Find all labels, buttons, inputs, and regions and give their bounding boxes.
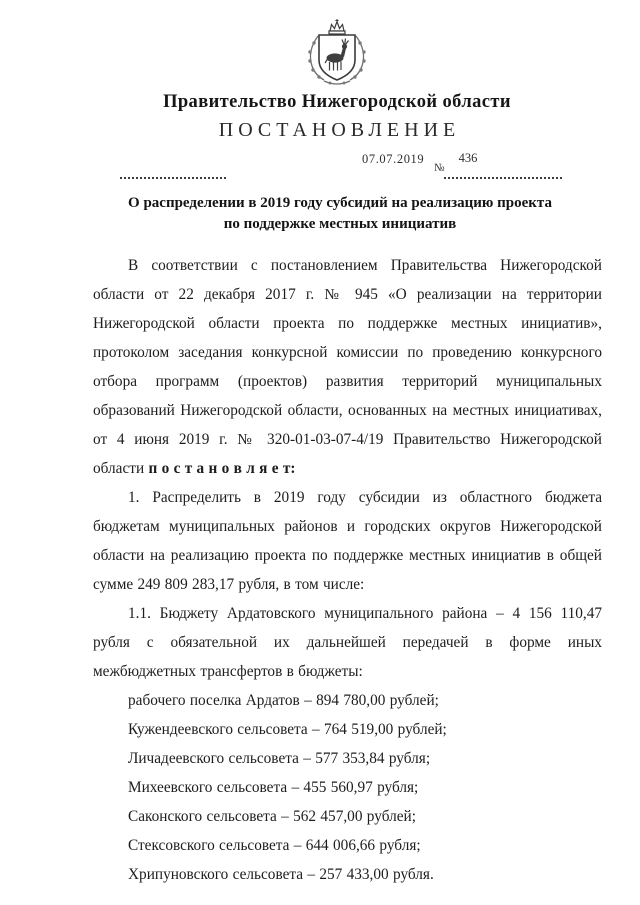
budget-list-item: Саконского сельсовета – 562 457,00 рублей; [128,808,416,825]
paragraph-item-1: 1. Распределить в 2019 году субсидии из областного бюджета бюджетам муниципальных районов и городских округов Нижегородской области на реализацию проекта по поддержке местных инициатив в общей сумме 249 809 283,17 рубля, в том числе: [93,489,602,593]
date-dotted-line [120,177,226,179]
budget-list-item: рабочего поселка Ардатов – 894 780,00 рублей; [128,692,439,709]
doc-date: 07.07.2019 [362,152,425,166]
budget-list-item: Хрипуновского сельсовета – 257 433,00 рубля. [128,866,434,883]
budget-list-item: Личадеевского сельсовета – 577 353,84 рубля; [128,750,431,767]
preamble-text: В соответствии с постановлением Правительства Нижегородской области от 22 декабря 2017 г. № 945 «О реализации на территории Нижегородской области проекта по поддержке местных инициатив», протоколом заседания конкурсной комиссии по проведению конкурсного отбора программ (проектов) развития территорий муниципальных образований Нижегородской области, основанных на местных инициативах, от 4 июня 2019 г. № 320-01-03-07-4/19 Правительство Нижегородской области [93,257,602,477]
preamble-resolves-bold: п о с т а н о в л я е т: [148,460,296,477]
date-number-row [0,148,640,184]
doc-number: 436 [458,151,478,165]
doc-title [40,193,640,234]
number-sign-label: № [434,162,445,174]
doc-body [93,251,602,889]
doc-title-line-1: О распределении в 2019 году субсидий на реализацию проекта [128,195,552,211]
budget-list-item: Михеевского сельсовета – 455 560,97 рубля; [128,779,419,796]
number-dotted-line [444,177,562,179]
coat-of-arms-icon [302,19,372,86]
budget-list-item: Кужендеевского сельсовета – 764 519,00 рублей; [128,721,447,738]
org-name: Правительство Нижегородской области [163,92,511,112]
budget-list-item: Стексовского сельсовета – 644 006,66 рубля; [128,837,421,854]
doc-type: ПОСТАНОВЛЕНИЕ [218,119,461,141]
paragraph-preamble [93,251,602,483]
paragraph-item-1-1: 1.1. Бюджету Ардатовского муниципального района – 4 156 110,47 рубля с обязательной их дальнейшей передачей в форме иных межбюджетных трансфертов в бюджеты: [93,605,602,680]
doc-title-line-2: по поддержке местных инициатив [223,215,457,232]
